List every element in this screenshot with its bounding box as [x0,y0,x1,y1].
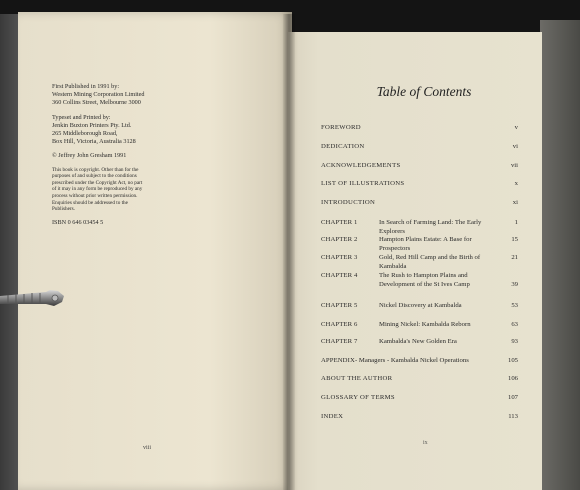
toc-entry-label: ABOUT THE AUTHOR [321,375,393,382]
toc-entry-label: ACKNOWLEDGEMENTS [321,162,401,169]
toc-entry-title: In Search of Farming Land: The Early Explorers [379,219,482,235]
toc-entry-page: 113 [508,413,518,420]
imprint-line: 360 Collins Street, Melbourne 3000 [52,99,141,107]
toc-entry-label: CHAPTER 3 [321,254,358,261]
copyright-notice [52,167,212,213]
toc-entry-label: CHAPTER 6 [321,321,358,328]
notice-line: purposes of and subject to the conditions [52,173,137,180]
notice-line: Enquiries should be addressed to the [52,199,128,206]
metal-bookmark [0,288,66,310]
copyright-line: © Jeffrey John Gresham 1991 [52,152,127,160]
toc-entry-page: xi [512,199,518,206]
toc-entry-label: GLOSSARY OF TERMS [321,394,395,401]
book-spine-gutter [283,14,295,490]
imprint-line: Jenkin Buxton Printers Pty. Ltd. [52,121,132,129]
toc-entry-label: CHAPTER 2 [321,236,358,243]
toc-entry-title: - Managers - Kambalda Nickel Operations [355,357,469,364]
notice-line: of it may in any form be reproduced by any [52,186,143,193]
toc-entry-label: INTRODUCTION [321,199,376,206]
toc-entry-page: 63 [511,321,518,328]
imprint-line: First Published in 1991 by: [52,83,120,90]
toc-entry-page: 15 [511,236,518,243]
imprint-line: Box Hill, Victoria, Australia 3128 [52,138,136,146]
toc-entry-label: CHAPTER 7 [321,338,358,345]
toc-entry-page: 105 [507,357,518,364]
toc-entry-label: LIST OF ILLUSTRATIONS [321,180,405,187]
toc-entry-label: INDEX [321,413,344,420]
notice-line: Publishers. [52,206,75,213]
notice-line: prescribed under the Copyright Act, no part [52,179,143,186]
isbn: ISBN 0 646 03454 5 [52,218,104,226]
imprint-line: Typeset and Printed by: [52,113,111,121]
right-page-number: ix [423,440,428,446]
toc-entry-label: CHAPTER 4 [321,272,358,279]
toc-entry-page: 106 [507,375,518,382]
toc-entry-page: 1 [514,219,518,226]
toc-entry-title: Mining Nickel: Kambalda Reborn [379,321,471,328]
toc-entry-page: v [514,124,518,131]
typeset-by [52,114,212,147]
toc-entry-title: Gold, Red Hill Camp and the Birth of Kambalda [379,254,481,270]
toc-entry-page: x [514,180,518,187]
left-page-number: viii [143,445,152,451]
toc-entry-label: FOREWORD [321,124,361,131]
first-published [52,83,212,108]
toc-entry-page: 21 [511,254,518,261]
toc-entry-title: Nickel Discovery at Kambalda [379,302,462,309]
toc-entry-title: Hampton Plains Estate: A Base for Prospectors [379,236,472,252]
imprint-line: 265 Middleborough Road, [52,130,118,138]
imprint-block [52,83,212,233]
toc-entry-page: 107 [507,394,518,401]
notice-line: This book is copyright. Other than for the [52,166,139,173]
toc-entry-label: DEDICATION [321,143,365,150]
toc-entry-label: APPENDIX [321,357,355,364]
notice-line: process without prior written permission. [52,193,138,199]
toc-entry-page: 53 [511,302,518,309]
toc-title: Table of Contents [376,84,472,99]
toc-entry-title: The Rush to Hampton Plains and Development of the St Ives Camp [379,272,470,288]
toc-entry-label: CHAPTER 5 [321,302,358,309]
book-cover-right [540,20,580,490]
toc-entry-title: Kambalda's New Golden Era [379,338,457,345]
toc-entry-page: 39 [511,281,518,288]
imprint-line: Western Mining Corporation Limited [52,91,145,99]
toc-entry-page: 93 [511,338,518,345]
toc-entry-label: CHAPTER 1 [321,219,358,226]
toc-entry-page: vi [512,143,518,150]
toc-entry-page: vii [510,162,518,169]
